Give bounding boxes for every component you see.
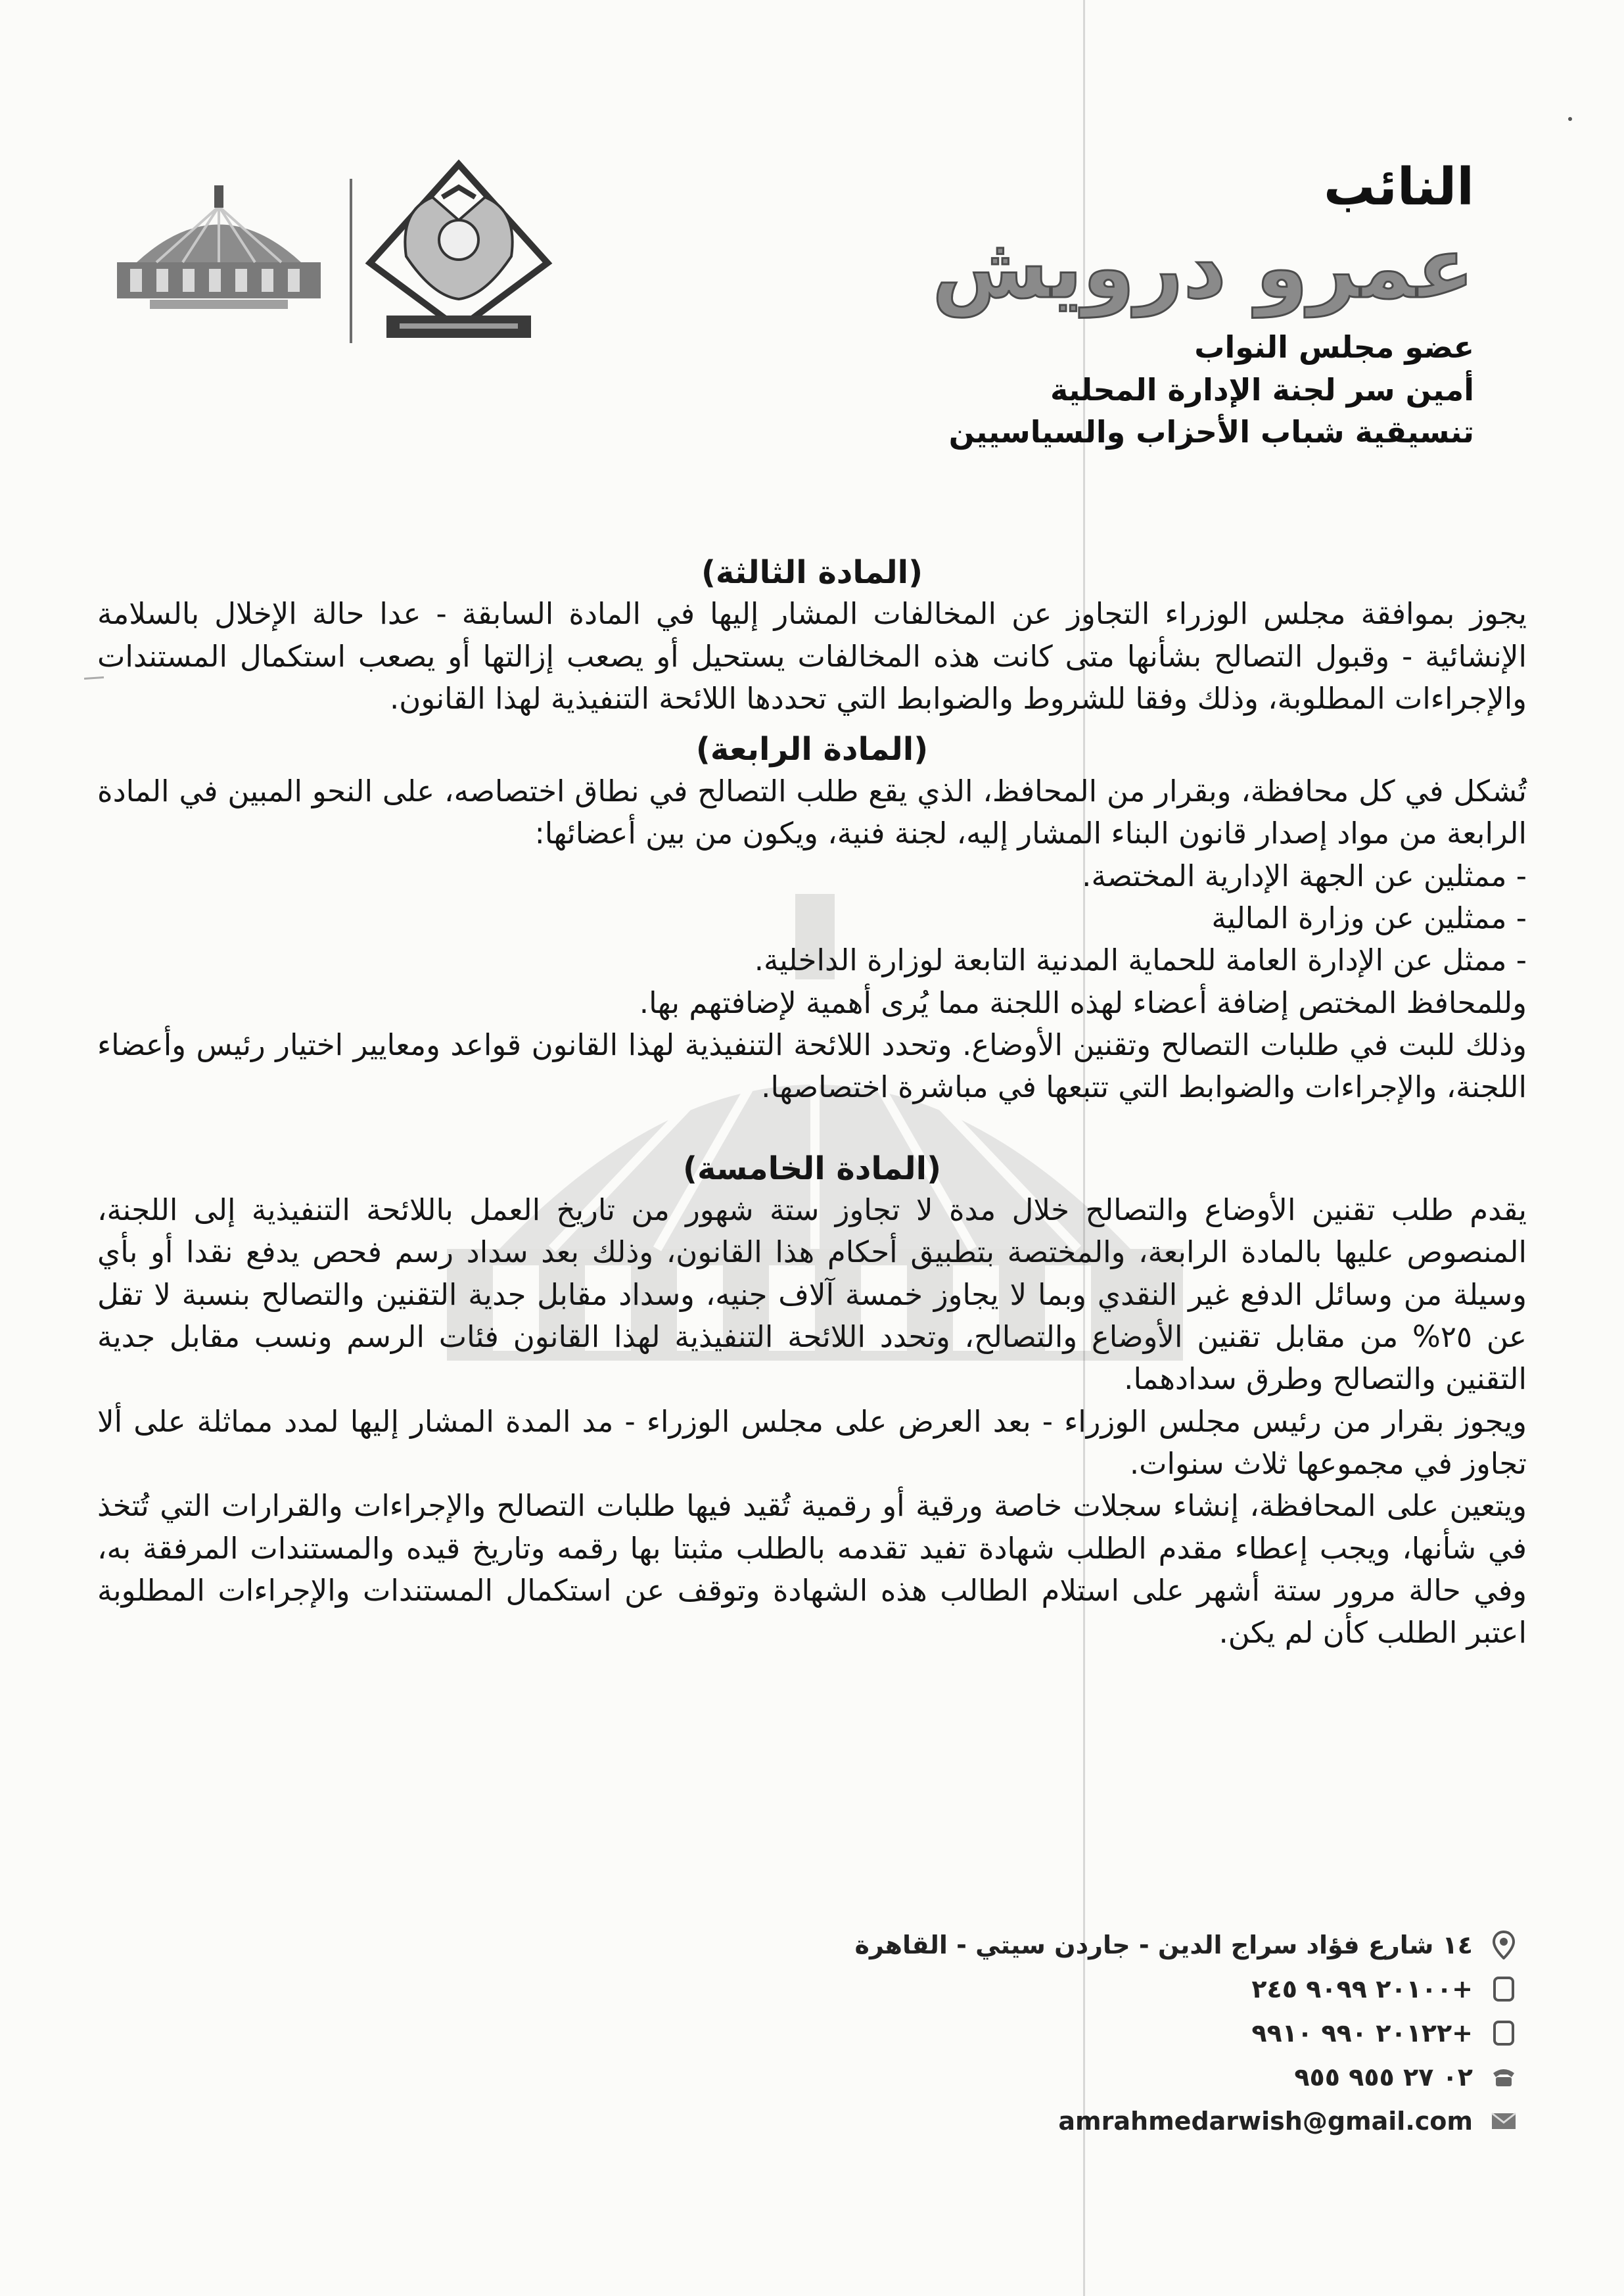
- telephone-icon: [1489, 2062, 1519, 2092]
- mobile-phone-icon: [1489, 1974, 1519, 2004]
- article-5-body: [97, 1189, 1527, 1654]
- phone-1-row: [855, 1967, 1519, 2011]
- address-row: [855, 1923, 1519, 1967]
- article-4-paragraph: وذلك للبت في طلبات التصالح وتقنين الأوضاع. وتحدد اللائحة التنفيذية لهذا القانون قواعد ومعايير اختيار رئيس وأعضاء اللجنة، والإجراءات والضوابط التي تتبعها في مباشرة اختصاصها.: [97, 1027, 1527, 1105]
- article-5-paragraph: يقدم طلب تقنين الأوضاع والتصالح خلال مدة لا تجاوز ستة شهور من تاريخ العمل باللائحة التنفيذية إلى اللجنة، المنصوص عليها بالمادة الرابعة، والمختصة بتطبيق أحكام هذا القانون، وذلك بعد سداد رسم فحص يدفع نقدا أو بأي وسيلة من وسائل الدفع غير النقدي وبما لا يجاوز خمسة آلاف جنيه، وسداد مقابل جدية التقنين والتصالح بنسبة لا تقل عن ٢٥% من مقابل تقنين الأوضاع والتصالح، وتحدد اللائحة التنفيذية لهذا القانون فئات الرسم ونسب مقابل جدية التقنين والتصالح وطرق سدادهما.: [97, 1192, 1527, 1397]
- mp-title: النائب: [1323, 158, 1474, 217]
- envelope-icon: [1489, 2106, 1519, 2136]
- article-4-paragraph: وللمحافظ المختص إضافة أعضاء لهذه اللجنة مما يُرى أهمية لإضافتهم بها.: [639, 985, 1527, 1020]
- article-4-member-item: - ممثل عن الإدارة العامة للحماية المدنية التابعة لوزارة الداخلية.: [754, 943, 1527, 978]
- phone-2-row: [855, 2011, 1519, 2055]
- coordination-hands-logo: [360, 158, 557, 348]
- mp-header: [932, 158, 1474, 454]
- section-gap: [97, 1109, 1527, 1148]
- landline-row: [855, 2055, 1519, 2099]
- article-5-heading: (المادة الخامسة): [683, 1150, 941, 1187]
- mp-role-coordination: تنسيقية شباب الأحزاب والسياسيين: [948, 414, 1474, 450]
- contact-footer: [855, 1923, 1519, 2143]
- article-5-paragraph: ويتعين على المحافظة، إنشاء سجلات خاصة ورقية أو رقمية تُقيد فيها طلبات التصالح والإجراءات والقرارات التي تُتخذ في شأنها، ويجب إعطاء مقدم الطلب شهادة تفيد تقدمه بالطلب مثبتا بها رقمه وتاريخ قيده والمستندات المرفقة به، وفي حالة مرور ستة أشهر على استلام الطالب هذه الشهادة وتوقف عن استكمال المستندات والإجراءات المطلوبة اعتبر الطلب كأن لم يكن.: [97, 1488, 1527, 1651]
- article-4-heading: (المادة الرابعة): [695, 731, 929, 768]
- mp-role-committee: أمين سر لجنة الإدارة المحلية: [1050, 371, 1474, 408]
- address-text: ١٤ شارع فؤاد سراج الدين - جاردن سيتي - القاهرة: [854, 1930, 1473, 1959]
- article-4-paragraph: تُشكل في كل محافظة، وبقرار من المحافظ، الذي يقع طلب التصالح في نطاق اختصاصه، على النحو المبين في المادة الرابعة من مواد إصدار قانون البناء المشار إليه، لجنة فنية، ويكون من بين أعضائها:: [97, 773, 1527, 851]
- article-3-paragraph: يجوز بموافقة مجلس الوزراء التجاوز عن المخالفات المشار إليها في المادة السابقة - عدا حالة الإخلال بالسلامة الإنشائية - وقبول التصالح بشأنها متى كانت هذه المخالفات يستحيل أو يصعب إزالتها أو يصعب استكمال المستندات والإجراءات المطلوبة، وذلك وفقا للشروط والضوابط التي تحددها اللائحة التنفيذية لهذا القانون.: [97, 596, 1527, 716]
- article-3-heading: (المادة الثالثة): [701, 554, 923, 591]
- email-row: [855, 2099, 1519, 2143]
- landline-text[interactable]: ٠٢ ٢٧ ٩٥٥ ٩٥٥: [1294, 2062, 1473, 2092]
- logo-divider: [350, 179, 352, 343]
- scan-speck: [1568, 117, 1572, 121]
- location-pin-icon: [1489, 1930, 1519, 1960]
- phone-2-text[interactable]: +٢٠١٢٢ ٩٩٠ ٩٩١٠: [1251, 2018, 1473, 2048]
- mp-role-parliament: عضو مجلس النواب: [1194, 329, 1474, 365]
- mp-roles: [932, 326, 1474, 453]
- article-4-member-item: - ممثلين عن الجهة الإدارية المختصة.: [1082, 858, 1527, 893]
- email-link[interactable]: amrahmedarwish@gmail.com: [1058, 2106, 1473, 2136]
- article-3-body: [97, 593, 1527, 720]
- phone-1-text[interactable]: +٢٠١٠٠ ٩٠٩٩ ٢٤٥: [1251, 1974, 1473, 2003]
- parliament-logo: [110, 180, 327, 312]
- mobile-phone-icon: [1489, 2018, 1519, 2048]
- mp-name: عمرو درويش: [932, 220, 1474, 317]
- article-5-paragraph: ويجوز بقرار من رئيس مجلس الوزراء - بعد العرض على مجلس الوزراء - مد المدة المشار إليها لمدد مماثلة على ألا تجاوز في مجموعها ثلاث سنوات.: [97, 1403, 1527, 1482]
- article-4-member-item: - ممثلين عن وزارة المالية: [1211, 900, 1527, 935]
- articles-section: [97, 552, 1527, 1654]
- article-4-body: [97, 770, 1527, 1109]
